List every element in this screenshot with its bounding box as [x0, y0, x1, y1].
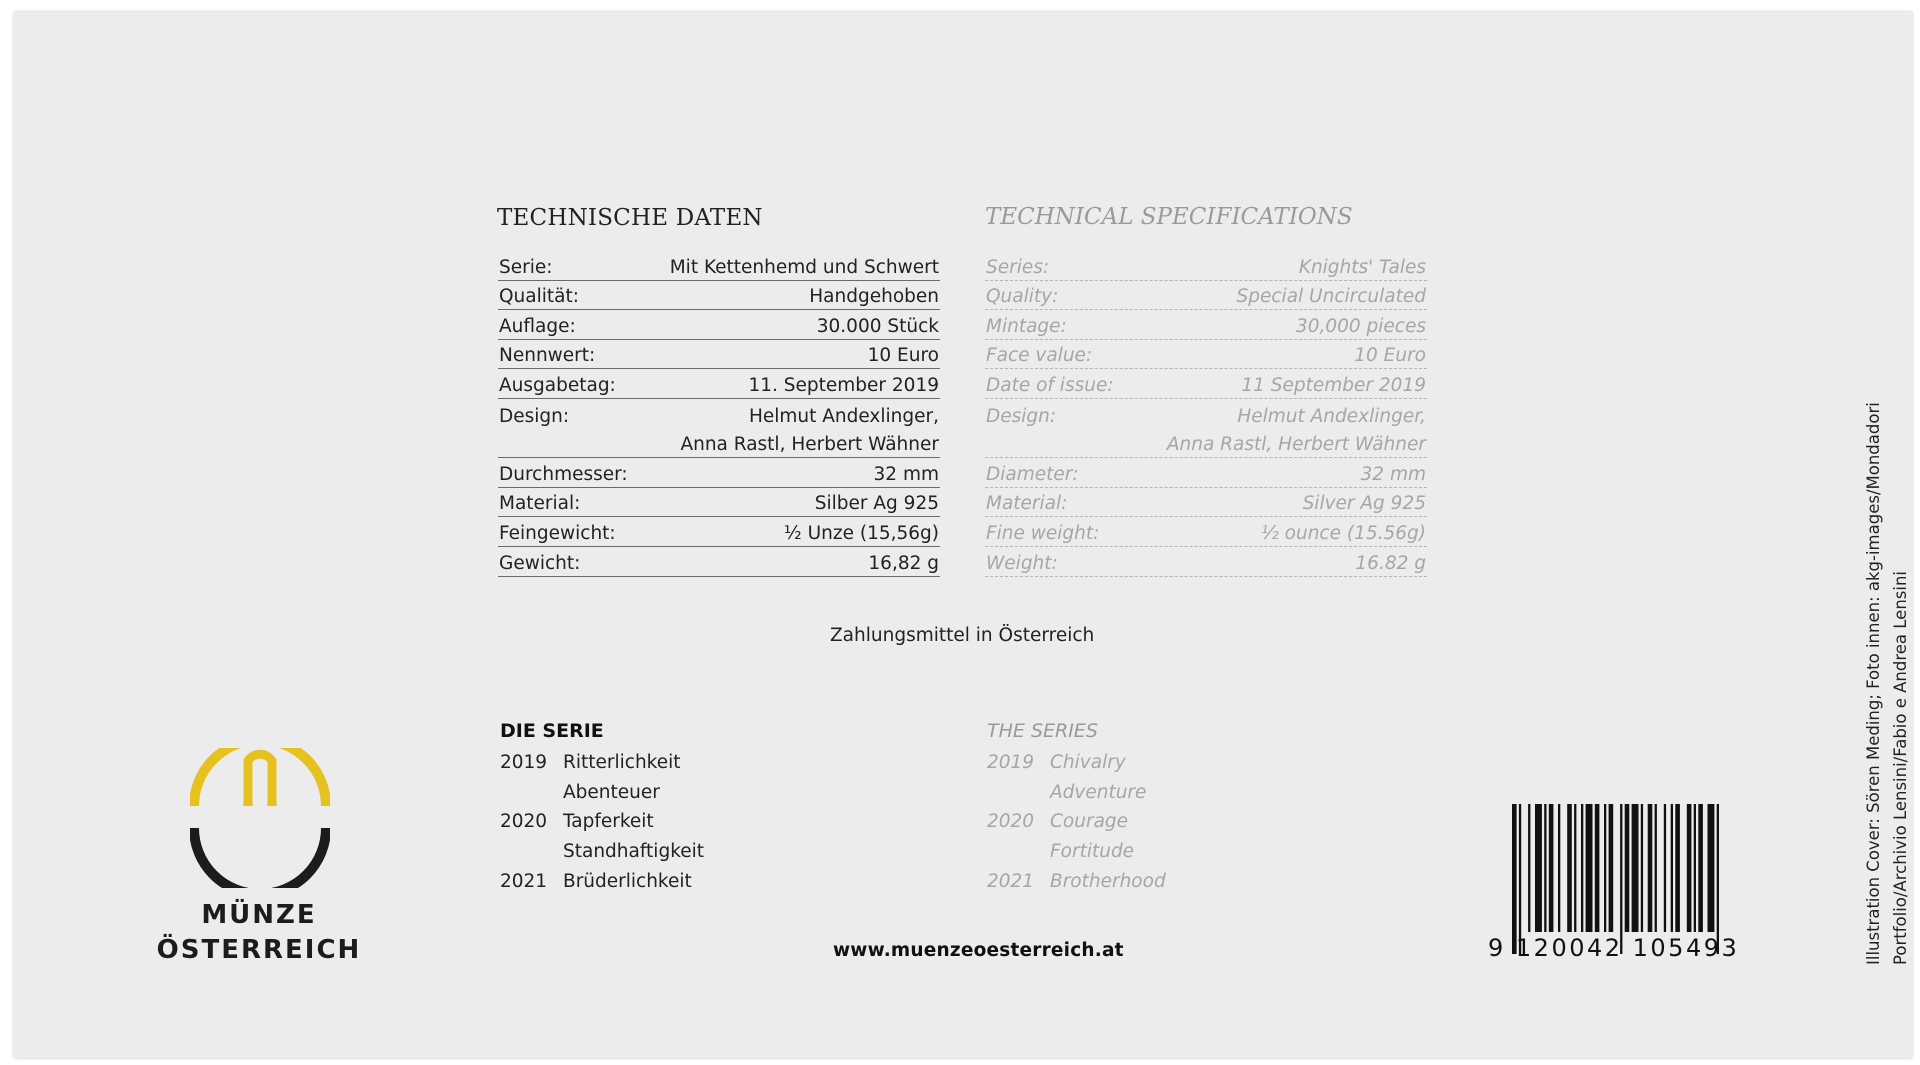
- spec-label: Durchmesser:: [499, 463, 628, 485]
- series-item: [987, 866, 1247, 896]
- barcode-bar: [1567, 804, 1572, 932]
- series-item: [500, 837, 760, 867]
- brand-name-line2: ÖSTERREICH: [156, 935, 362, 965]
- series-name: Brüderlichkeit: [563, 870, 692, 892]
- spec-label: Qualität:: [499, 286, 579, 308]
- series-item: [500, 866, 760, 896]
- series-name: Tapferkeit: [563, 811, 654, 833]
- barcode-bar: [1544, 804, 1546, 932]
- spec-row: [985, 517, 1427, 547]
- series-name: Ritterlichkeit: [563, 752, 681, 774]
- spec-row: [985, 251, 1427, 281]
- barcode-bar: [1574, 804, 1576, 932]
- barcode-bar: [1586, 804, 1593, 932]
- spec-label: Nennwert:: [499, 345, 596, 367]
- spec-row: [985, 547, 1427, 577]
- barcode-bar: [1717, 804, 1719, 954]
- spec-row: [498, 251, 940, 281]
- barcode-bar: [1664, 804, 1666, 932]
- barcode-digits: 9 120042 105493: [1488, 934, 1740, 962]
- spec-label: Serie:: [499, 256, 553, 278]
- spec-row: [498, 281, 940, 311]
- barcode-bar: [1708, 804, 1715, 932]
- spec-value: ½ Unze (15,56g): [783, 522, 939, 544]
- series-item: [500, 778, 760, 808]
- spec-row: [498, 399, 940, 429]
- barcode-bar: [1675, 804, 1680, 932]
- spec-label: Gewicht:: [499, 552, 581, 574]
- spec-value: Anna Rastl, Herbert Wähner: [1166, 434, 1426, 456]
- series-item: [500, 807, 760, 837]
- website-url[interactable]: www.muenzeoesterreich.at: [833, 940, 1124, 961]
- barcode-bar: [1519, 804, 1521, 954]
- legal-tender-note: Zahlungsmittel in Österreich: [830, 625, 1095, 646]
- spec-table-en: [985, 251, 1427, 577]
- spec-table-de: [498, 251, 940, 577]
- spec-value: 30,000 pieces: [1295, 315, 1426, 337]
- spec-value: Special Uncirculated: [1236, 286, 1426, 308]
- spec-value: ½ ounce (15.56g): [1260, 522, 1426, 544]
- spec-value: Silber Ag 925: [814, 493, 939, 515]
- spec-row: [498, 310, 940, 340]
- spec-label: Design:: [499, 405, 570, 427]
- technical-specs-heading-en: TECHNICAL SPECIFICATIONS: [985, 204, 1353, 230]
- series-item: [500, 748, 760, 778]
- spec-row: [985, 369, 1427, 399]
- series-name: Brotherhood: [1050, 870, 1166, 892]
- spec-label: Mintage:: [986, 315, 1067, 337]
- spec-label: Series:: [986, 256, 1050, 278]
- series-item: [987, 778, 1247, 808]
- series-name: Chivalry: [1050, 752, 1126, 774]
- spec-row: [498, 517, 940, 547]
- barcode-bar: [1648, 804, 1653, 932]
- barcode-bar: [1512, 804, 1517, 954]
- spec-row: [985, 429, 1427, 459]
- spec-label: Ausgabetag:: [499, 374, 616, 396]
- spec-value: Helmut Andexlinger,: [748, 405, 939, 427]
- spec-label: Design:: [986, 405, 1057, 427]
- spec-value: 10 Euro: [867, 345, 939, 367]
- series-list-en: [987, 748, 1247, 896]
- spec-value: 11 September 2019: [1241, 374, 1426, 396]
- series-name: Courage: [1050, 811, 1129, 833]
- barcode-bar: [1609, 804, 1614, 932]
- barcode-bar: [1535, 804, 1542, 932]
- barcode-bar: [1549, 804, 1554, 932]
- series-list-de: [500, 748, 760, 896]
- spec-label: Date of issue:: [986, 374, 1114, 396]
- barcode-icon: [1512, 804, 1778, 954]
- spec-value: Anna Rastl, Herbert Wähner: [680, 434, 939, 456]
- spec-label: Diameter:: [986, 463, 1079, 485]
- spec-value: Knights' Tales: [1298, 256, 1426, 278]
- muenze-logo-icon: [190, 748, 330, 888]
- barcode-bar: [1671, 804, 1673, 932]
- barcode-bar: [1528, 804, 1530, 932]
- technical-data-heading-de: TECHNISCHE DATEN: [497, 205, 763, 231]
- series-year: 2020: [987, 811, 1035, 833]
- series-year: 2020: [500, 811, 548, 833]
- series-year: 2021: [987, 870, 1035, 892]
- barcode-bar: [1632, 804, 1639, 932]
- spec-row: [498, 340, 940, 370]
- spec-row: [498, 458, 940, 488]
- series-name: Standhaftigkeit: [563, 841, 705, 863]
- credit-line-1: Illustration Cover: Sören Meding; Foto innen: akg-images/Mondadori: [1864, 402, 1883, 965]
- spec-row: [498, 369, 940, 399]
- spec-label: Material:: [499, 493, 581, 515]
- series-name: Adventure: [1050, 781, 1147, 803]
- barcode-bar: [1625, 804, 1630, 932]
- spec-row: [498, 488, 940, 518]
- barcode-bar: [1558, 804, 1560, 932]
- spec-value: Silver Ag 925: [1302, 493, 1426, 515]
- spec-value: 10 Euro: [1354, 345, 1426, 367]
- spec-label: Face value:: [986, 345, 1093, 367]
- spec-value: 16.82 g: [1355, 552, 1426, 574]
- barcode-bar: [1620, 804, 1622, 954]
- spec-value: 11. September 2019: [748, 374, 939, 396]
- series-title-en: THE SERIES: [987, 720, 1098, 742]
- barcode-bar: [1655, 804, 1657, 932]
- spec-label: Weight:: [986, 552, 1058, 574]
- credit-line-2: Portfolio/Archivio Lensini/Fabio e Andrea Lensini: [1891, 570, 1910, 965]
- barcode-bar: [1641, 804, 1643, 932]
- barcode-bar: [1687, 804, 1692, 932]
- spec-label: Quality:: [986, 286, 1059, 308]
- spec-row: [498, 429, 940, 459]
- spec-value: 16,82 g: [868, 552, 939, 574]
- spec-value: Handgehoben: [809, 286, 939, 308]
- series-year: 2021: [500, 870, 548, 892]
- spec-row: [985, 310, 1427, 340]
- barcode-bar: [1581, 804, 1583, 932]
- spec-value: Helmut Andexlinger,: [1237, 405, 1426, 427]
- spec-row: [498, 547, 940, 577]
- series-item: [987, 748, 1247, 778]
- spec-row: [985, 488, 1427, 518]
- brand-name-line1: MÜNZE: [201, 900, 317, 930]
- barcode-bar: [1698, 804, 1703, 932]
- spec-value: 30.000 Stück: [816, 315, 939, 337]
- spec-label: Fine weight:: [986, 522, 1100, 544]
- spec-label: Material:: [986, 493, 1068, 515]
- spec-row: [985, 340, 1427, 370]
- spec-row: [985, 399, 1427, 429]
- photo-credits: [1860, 275, 1914, 965]
- spec-label: Feingewicht:: [499, 522, 616, 544]
- spec-value: Mit Kettenhemd und Schwert: [669, 256, 939, 278]
- series-name: Abenteuer: [563, 781, 660, 803]
- barcode-bar: [1694, 804, 1696, 932]
- spec-value: 32 mm: [873, 463, 939, 485]
- series-year: 2019: [987, 752, 1035, 774]
- series-name: Fortitude: [1050, 841, 1135, 863]
- spec-value: 32 mm: [1360, 463, 1426, 485]
- spec-row: [985, 281, 1427, 311]
- barcode-bar: [1595, 804, 1600, 932]
- spec-label: Auflage:: [499, 315, 576, 337]
- series-year: 2019: [500, 752, 548, 774]
- barcode-bar: [1604, 804, 1606, 932]
- series-item: [987, 807, 1247, 837]
- series-title-de: DIE SERIE: [500, 720, 604, 742]
- series-item: [987, 837, 1247, 867]
- spec-row: [985, 458, 1427, 488]
